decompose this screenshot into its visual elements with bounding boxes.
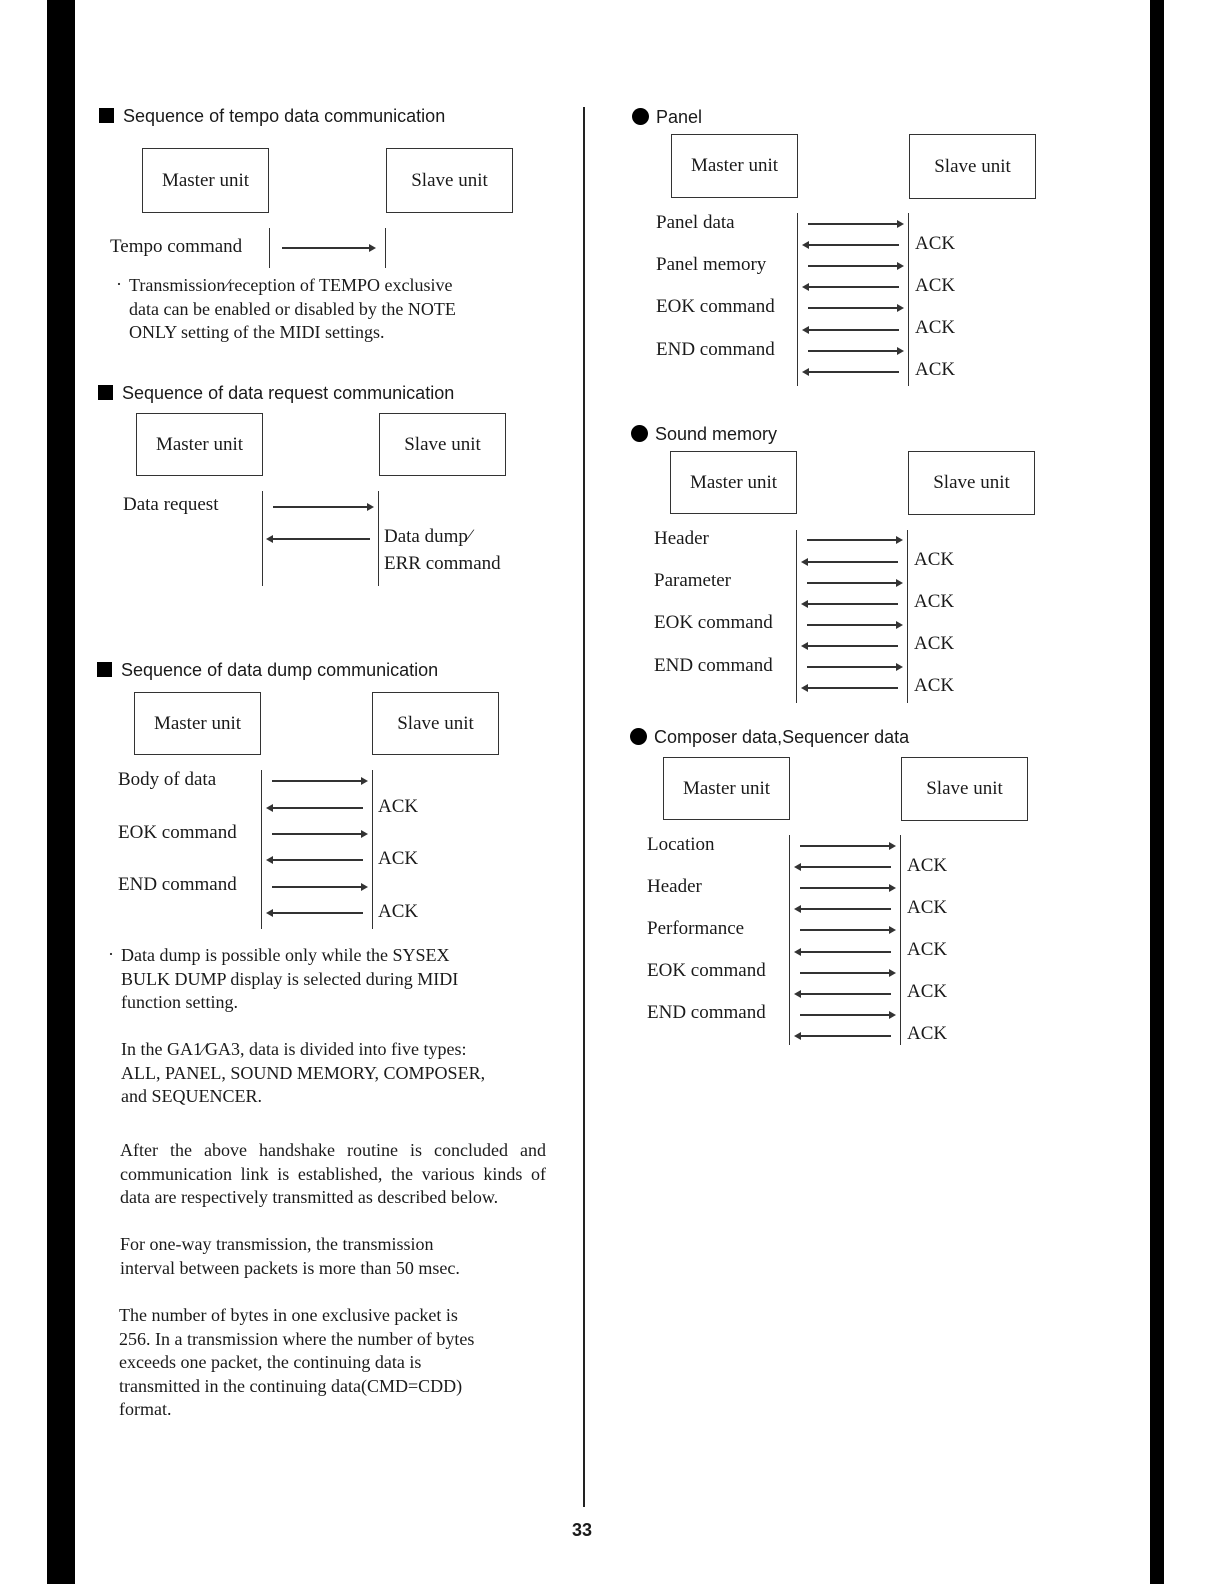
tempo-command-label: Tempo command	[110, 236, 243, 257]
dump-note: Data dump is possible only while the SYSEX BULK DUMP display is selected during MIDI function setting.	[121, 945, 459, 1012]
dump-master-lifeline	[261, 770, 262, 929]
panel-title-text: Panel	[656, 107, 703, 127]
request-slave-lifeline	[378, 491, 379, 586]
request-section-title	[98, 383, 454, 404]
sound-arrow-left	[803, 687, 898, 689]
sound-master-box: Master unit	[670, 451, 797, 514]
ack-label: ACK	[907, 1023, 948, 1044]
panel-master-lifeline	[797, 213, 798, 386]
panel-arrow-left	[804, 244, 899, 246]
composer-arrow-left	[796, 993, 891, 995]
request-master-lifeline	[262, 491, 263, 586]
dump-arrow-left	[268, 859, 363, 861]
panel-arrow-right	[808, 307, 902, 309]
request-slave-box: Slave unit	[379, 413, 506, 476]
handshake-paragraph: After the above handshake routine is concluded and communication link is established, the various kinds of data are respectively transmitted as described below.	[120, 1140, 546, 1207]
tempo-slave-lifeline	[385, 228, 386, 268]
data-request-label: Data request	[123, 494, 219, 515]
data-types-paragraph: In the GA1∕GA3, data is divided into five types: ALL, PANEL, SOUND MEMORY, COMPOSER, and SEQUENCER.	[121, 1039, 486, 1106]
panel-arrow-left	[804, 329, 899, 331]
composer-master-lifeline	[789, 835, 790, 1045]
round-bullet-icon	[632, 108, 649, 125]
composer-arrow-right	[800, 929, 894, 931]
column-divider	[583, 107, 585, 1507]
composer-arrow-left	[796, 1035, 891, 1037]
ack-label: ACK	[907, 939, 948, 960]
dump-slave-box: Slave unit	[372, 692, 499, 755]
ack-label: ACK	[915, 233, 956, 254]
request-title-text: Sequence of data request communication	[122, 383, 455, 403]
round-bullet-icon	[630, 728, 647, 745]
panel-arrow-right	[808, 265, 902, 267]
sound-arrow-left	[803, 645, 898, 647]
sound-slave-lifeline	[907, 530, 908, 703]
dump-arrow-right	[272, 833, 366, 835]
composer-arrow-left	[796, 951, 891, 953]
ack-label: ACK	[914, 633, 955, 654]
ack-label: ACK	[378, 848, 419, 869]
composer-arrow-right	[800, 887, 894, 889]
composer-arrow-left	[796, 908, 891, 910]
tempo-master-box: Master unit	[142, 148, 269, 213]
composer-arrow-right	[800, 972, 894, 974]
sound-row-label: Header	[654, 528, 709, 549]
panel-row-label: Panel data	[656, 212, 735, 233]
ack-label: ACK	[915, 317, 956, 338]
panel-section-title	[632, 107, 702, 128]
err-command-reply-label: ERR command	[384, 553, 501, 574]
ack-label: ACK	[907, 855, 948, 876]
page-number: 33	[572, 1520, 593, 1540]
dump-arrow-right	[272, 886, 366, 888]
dump-title-text: Sequence of data dump communication	[121, 660, 439, 680]
dump-slave-lifeline	[372, 770, 373, 929]
panel-slave-box: Slave unit	[909, 134, 1036, 199]
composer-row-label: Location	[647, 834, 715, 855]
square-bullet-icon	[97, 662, 112, 677]
composer-arrow-right	[800, 1014, 894, 1016]
sound-arrow-right	[807, 539, 901, 541]
composer-arrow-left	[796, 866, 891, 868]
ack-label: ACK	[907, 981, 948, 1002]
dump-arrow-left	[268, 807, 363, 809]
dump-row-label: END command	[118, 874, 237, 895]
composer-row-label: EOK command	[647, 960, 766, 981]
composer-title-text: Composer data,Sequencer data	[654, 727, 910, 747]
sound-arrow-right	[807, 624, 901, 626]
sound-arrow-left	[803, 603, 898, 605]
bullet-dot: ·	[108, 944, 114, 964]
request-arrow-left	[268, 538, 370, 540]
composer-row-label: END command	[647, 1002, 766, 1023]
panel-arrow-right	[808, 350, 902, 352]
tempo-title-text: Sequence of tempo data communication	[123, 106, 446, 126]
composer-row-label: Performance	[647, 918, 745, 939]
composer-slave-box: Slave unit	[901, 757, 1028, 821]
sound-row-label: END command	[654, 655, 773, 676]
panel-arrow-left	[804, 371, 899, 373]
composer-section-title	[630, 727, 909, 748]
composer-row-label: Header	[647, 876, 702, 897]
ack-label: ACK	[915, 275, 956, 296]
panel-arrow-left	[804, 286, 899, 288]
panel-master-box: Master unit	[671, 134, 798, 198]
dump-master-box: Master unit	[134, 692, 261, 755]
sound-arrow-right	[807, 666, 901, 668]
panel-slave-lifeline	[908, 213, 909, 386]
request-arrow-right	[273, 506, 372, 508]
tempo-master-lifeline	[269, 228, 270, 268]
ack-label: ACK	[378, 901, 419, 922]
panel-arrow-right	[808, 223, 902, 225]
sound-row-label: EOK command	[654, 612, 773, 633]
sound-arrow-left	[803, 561, 898, 563]
sound-slave-box: Slave unit	[908, 451, 1035, 515]
ack-label: ACK	[914, 675, 955, 696]
dump-row-label: Body of data	[118, 769, 217, 790]
ack-label: ACK	[378, 796, 419, 817]
sound-row-label: Parameter	[654, 570, 732, 591]
sound-arrow-right	[807, 582, 901, 584]
composer-arrow-right	[800, 845, 894, 847]
scan-border-left	[47, 0, 75, 1584]
panel-row-label: END command	[656, 339, 775, 360]
ack-label: ACK	[907, 897, 948, 918]
ack-label: ACK	[914, 549, 955, 570]
bullet-dot: ·	[116, 274, 122, 294]
one-way-paragraph: For one-way transmission, the transmission interval between packets is more than 50 msec.	[120, 1234, 460, 1278]
sound-title-text: Sound memory	[655, 424, 778, 444]
round-bullet-icon	[631, 425, 648, 442]
sound-master-lifeline	[796, 530, 797, 703]
tempo-arrow-right	[282, 247, 374, 249]
panel-row-label: Panel memory	[656, 254, 767, 275]
tempo-slave-box: Slave unit	[386, 148, 513, 213]
ack-label: ACK	[915, 359, 956, 380]
sound-section-title	[631, 424, 777, 445]
scan-border-right	[1150, 0, 1164, 1584]
panel-row-label: EOK command	[656, 296, 775, 317]
composer-master-box: Master unit	[663, 757, 790, 820]
dump-arrow-right	[272, 780, 366, 782]
dump-arrow-left	[268, 912, 363, 914]
square-bullet-icon	[99, 108, 114, 123]
tempo-note: Transmission∕reception of TEMPO exclusive data can be enabled or disabled by the NOTE ONLY setting of the MIDI settings.	[129, 275, 456, 342]
composer-slave-lifeline	[900, 835, 901, 1045]
data-dump-reply-label: Data dump∕	[384, 526, 472, 547]
request-master-box: Master unit	[136, 413, 263, 476]
ack-label: ACK	[914, 591, 955, 612]
packet-size-paragraph: The number of bytes in one exclusive packet is 256. In a transmission where the number of bytes exceeds one packet, the continuing data is transmitted in the continuing data(CMD=CDD) format.	[119, 1305, 475, 1419]
dump-section-title	[97, 660, 438, 681]
dump-row-label: EOK command	[118, 822, 237, 843]
tempo-section-title	[99, 106, 445, 127]
square-bullet-icon	[98, 385, 113, 400]
